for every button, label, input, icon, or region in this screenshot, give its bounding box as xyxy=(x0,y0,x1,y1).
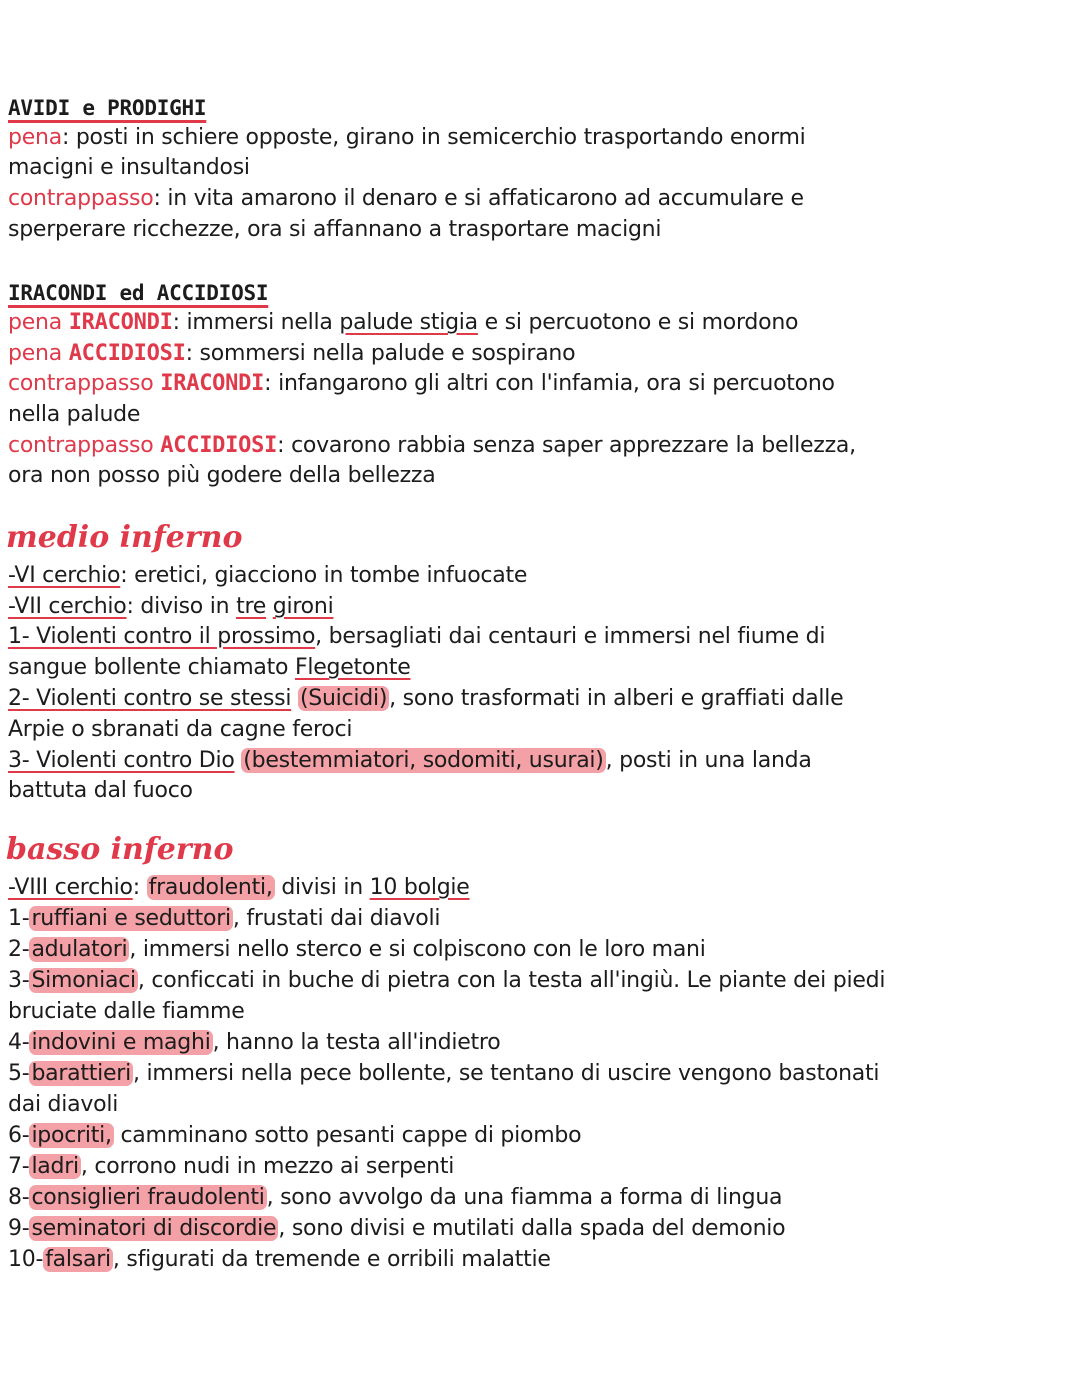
bolgia-item: 1-ruffiani e seduttori, frustati dai diavoli xyxy=(8,906,441,931)
iracondi-pena-line: pena IRACONDI: immersi nella palude stigia e si percuotono e si mordono xyxy=(8,310,799,335)
avidi-pena-line: pena: posti in schiere opposte, girano in semicerchio trasportando enormi xyxy=(8,125,806,150)
bolgia-item: 6-ipocriti, camminano sotto pesanti cappe di piombo xyxy=(8,1123,582,1148)
medio-line-8: battuta dal fuoco xyxy=(8,778,193,803)
medio-line-4: sangue bollente chiamato Flegetonte xyxy=(8,655,411,680)
heading-basso-inferno: basso inferno xyxy=(6,832,234,867)
bolgia-item: 3-Simoniaci, conficcati in buche di pietra con la testa all'ingiù. Le piante dei piedi xyxy=(8,968,886,993)
section-title-avidi: AVIDI e PRODIGHI xyxy=(8,96,207,120)
bolgia-item: 5-barattieri, immersi nella pece bollente, se tentano di uscire vengono bastonati xyxy=(8,1061,880,1086)
medio-line-7: 3- Violenti contro Dio (bestemmiatori, sodomiti, usurai), posti in una landa xyxy=(8,748,812,773)
bolgia-item: 10-falsari, sfigurati da tremende e orribili malattie xyxy=(8,1247,551,1272)
medio-line-6: Arpie o sbranati da cagne feroci xyxy=(8,717,353,742)
bolgia-item: 7-ladri, corrono nudi in mezzo ai serpenti xyxy=(8,1154,455,1179)
heading-medio-inferno: medio inferno xyxy=(6,520,243,555)
medio-line-2: -VII cerchio: diviso in tre gironi xyxy=(8,594,334,619)
accidiosi-contrappasso-line: contrappasso ACCIDIOSI: covarono rabbia senza saper apprezzare la bellezza, xyxy=(8,433,856,458)
bolgia-item-continuation: dai diavoli xyxy=(8,1092,119,1117)
avidi-pena-line-2: macigni e insultandosi xyxy=(8,155,250,180)
iracondi-contrappasso-line: contrappasso IRACONDI: infangarono gli altri con l'infamia, ora si percuotono xyxy=(8,371,835,396)
bolgia-item-continuation: bruciate dalle fiamme xyxy=(8,999,245,1024)
basso-line-1: -VIII cerchio: fraudolenti, divisi in 10 bolgie xyxy=(8,875,470,900)
medio-line-1: -VI cerchio: eretici, giacciono in tombe infuocate xyxy=(8,563,528,588)
avidi-contrappasso-line: contrappasso: in vita amarono il denaro e si affaticarono ad accumulare e xyxy=(8,186,804,211)
bolgia-item: 2-adulatori, immersi nello sterco e si colpiscono con le loro mani xyxy=(8,937,706,962)
bolgia-item: 4-indovini e maghi, hanno la testa all'indietro xyxy=(8,1030,501,1055)
avidi-contrappasso-line-2: sperperare ricchezze, ora si affannano a trasportare macigni xyxy=(8,217,662,242)
medio-line-5: 2- Violenti contro se stessi (Suicidi), sono trasformati in alberi e graffiati dalle xyxy=(8,686,844,711)
accidiosi-pena-line: pena ACCIDIOSI: sommersi nella palude e sospirano xyxy=(8,341,576,366)
iracondi-contrappasso-line-2: nella palude xyxy=(8,402,141,427)
section-title-iracondi: IRACONDI ed ACCIDIOSI xyxy=(8,281,269,305)
medio-line-3: 1- Violenti contro il prossimo, bersagliati dai centauri e immersi nel fiume di xyxy=(8,624,826,649)
bolgia-item: 8-consiglieri fraudolenti, sono avvolgo da una fiamma a forma di lingua xyxy=(8,1185,783,1210)
accidiosi-contrappasso-line-2: ora non posso più godere della bellezza xyxy=(8,463,436,488)
bolgia-item: 9-seminatori di discordie, sono divisi e mutilati dalla spada del demonio xyxy=(8,1216,786,1241)
